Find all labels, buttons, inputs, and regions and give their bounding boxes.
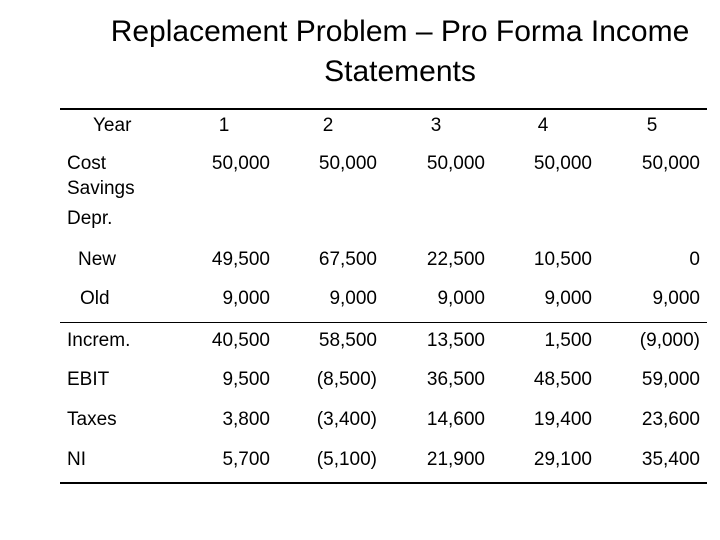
table-cell: 9,000 — [329, 288, 377, 309]
table-cell: 50,000 — [533, 153, 592, 174]
table-cell: 22,500 — [426, 249, 485, 270]
table-cell: 58,500 — [318, 330, 377, 351]
row-label: Increm. — [67, 330, 131, 351]
title-line-1: Replacement Problem – Pro Forma Income — [110, 15, 690, 48]
table-cell: 19,400 — [533, 409, 592, 430]
table-cell: 14,600 — [426, 409, 485, 430]
table-cell: 35,400 — [641, 449, 700, 470]
table-cell: 50,000 — [318, 153, 377, 174]
table-cell: 0 — [689, 249, 700, 270]
row-label: Depr. — [67, 208, 113, 229]
table-cell: 1,500 — [544, 330, 592, 351]
row-label: Savings — [67, 178, 135, 199]
year-header: 2 — [322, 115, 334, 136]
table-cell: (9,000) — [639, 330, 700, 351]
table-cell: 29,100 — [533, 449, 592, 470]
table-cell: 40,500 — [211, 330, 270, 351]
year-header: 3 — [430, 115, 442, 136]
table-cell: 50,000 — [211, 153, 270, 174]
table-cell: 9,000 — [222, 288, 270, 309]
table-cell: 59,000 — [641, 369, 700, 390]
year-header: 4 — [537, 115, 549, 136]
table-cell: 21,900 — [426, 449, 485, 470]
table-cell: 36,500 — [426, 369, 485, 390]
table-cell: 10,500 — [533, 249, 592, 270]
table-cell: (8,500) — [316, 369, 377, 390]
year-label: Year — [93, 115, 132, 136]
year-header: 1 — [218, 115, 230, 136]
title-line-2: Statements — [324, 55, 476, 88]
table-cell: 9,500 — [222, 369, 270, 390]
middle-rule — [60, 322, 707, 323]
table-cell: 9,000 — [544, 288, 592, 309]
table-cell: 9,000 — [652, 288, 700, 309]
table-cell: 49,500 — [211, 249, 270, 270]
table-cell: 50,000 — [426, 153, 485, 174]
table-cell: 13,500 — [426, 330, 485, 351]
table-cell: 23,600 — [641, 409, 700, 430]
table-cell: 5,700 — [222, 449, 270, 470]
table-cell: 67,500 — [318, 249, 377, 270]
row-label: NI — [67, 449, 86, 470]
top-rule — [60, 108, 707, 110]
table-cell: 50,000 — [641, 153, 700, 174]
bottom-rule — [60, 482, 707, 484]
table-cell: 48,500 — [533, 369, 592, 390]
table-cell: 9,000 — [437, 288, 485, 309]
row-label: Taxes — [67, 409, 117, 430]
year-header: 5 — [646, 115, 658, 136]
table-cell: 3,800 — [222, 409, 270, 430]
row-label: EBIT — [67, 369, 110, 390]
row-label: Old — [80, 288, 110, 309]
row-label: Cost — [67, 153, 107, 174]
row-label: New — [78, 249, 117, 270]
table-cell: (3,400) — [316, 409, 377, 430]
table-cell: (5,100) — [316, 449, 377, 470]
